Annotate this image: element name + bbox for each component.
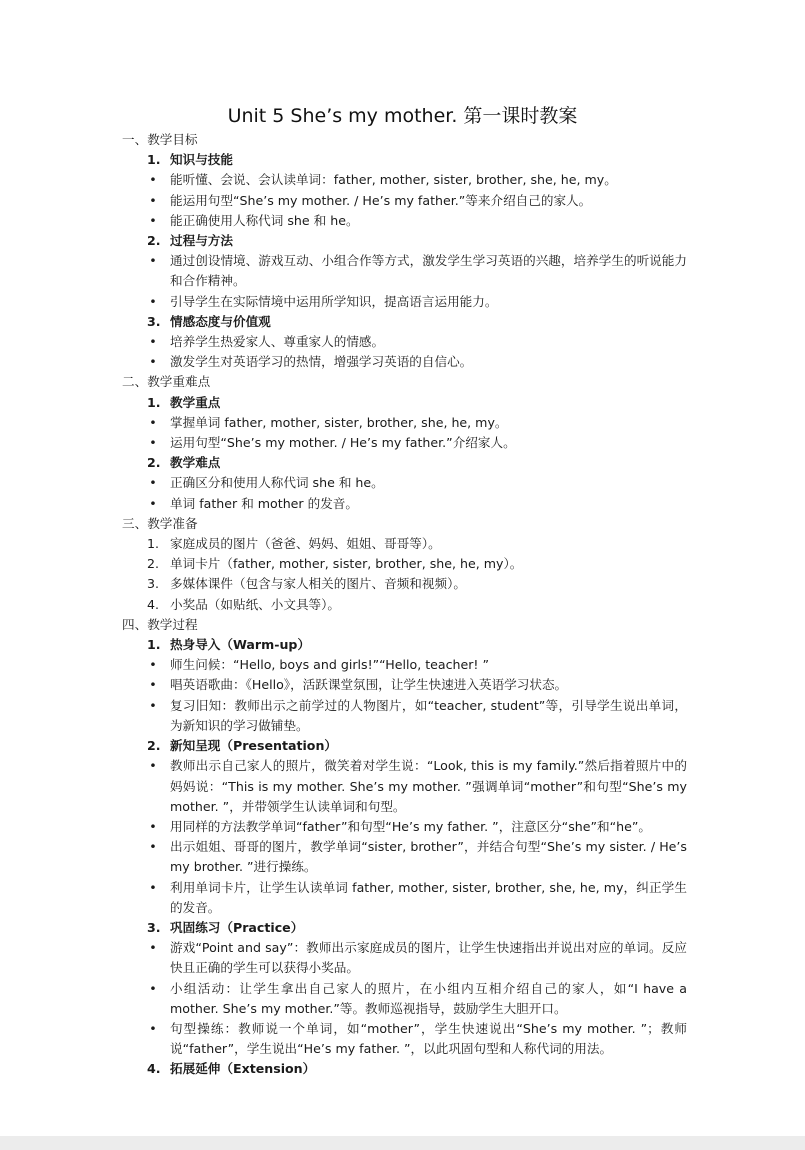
bullet-text: 游戏“Point and say”：教师出示家庭成员的图片，让学生快速指出并说出对应的单词。反应快且正确的学生可以获得小奖品。 (170, 940, 687, 976)
item-text: 多媒体课件（包含与家人相关的图片、音频和视频）。 (170, 576, 466, 592)
subheading (122, 150, 687, 170)
bullet-item (122, 494, 687, 514)
bullet-icon: • (149, 677, 157, 693)
item-number: 4. (147, 596, 160, 612)
bullet-icon: • (149, 475, 157, 491)
subheading-number: 1. (147, 394, 161, 410)
subheading (122, 231, 687, 251)
subheading (122, 1059, 687, 1079)
subheading-number: 1. (147, 637, 161, 653)
bullet-item (122, 251, 687, 291)
bullet-text: 利用单词卡片，让学生认读单词 father, mother, sister, brother, she, he, my，纠正学生的发音。 (170, 879, 687, 915)
item-number: 3. (147, 576, 160, 592)
subheading-label: 情感态度与价值观 (170, 313, 271, 329)
bullet-icon: • (149, 495, 157, 511)
bullet-item (122, 817, 687, 837)
bullet-item (122, 292, 687, 312)
bullet-item (122, 413, 687, 433)
bullet-text: 教师出示自己家人的照片，微笑着对学生说：“Look, this is my family.”然后指着照片中的妈妈说：“This is my mother. She’s my mother. ”强调单词“mother”和句型“She’s my mother. ”，并带领学生认读单词和句型。 (170, 758, 687, 814)
item-number: 1. (147, 536, 160, 552)
numbered-item (122, 574, 687, 594)
subheading-label: 教学重点 (170, 394, 221, 410)
bullet-text: 培养学生热爱家人、尊重家人的情感。 (170, 334, 385, 350)
bullet-icon: • (149, 839, 157, 855)
bullet-text: 用同样的方法教学单词“father”和句型“He’s my father. ”，注意区分“she”和“he”。 (170, 818, 651, 834)
bullet-icon: • (149, 293, 157, 309)
bullet-icon: • (149, 758, 157, 774)
bullet-item (122, 696, 687, 736)
item-text: 单词卡片（father, mother, sister, brother, she, he, my）。 (170, 556, 523, 572)
subheading (122, 453, 687, 473)
bullet-text: 唱英语歌曲：《Hello》，活跃课堂氛围，让学生快速进入英语学习状态。 (170, 677, 568, 693)
bullet-text: 能正确使用人称代词 she 和 he。 (170, 212, 359, 228)
bullet-icon: • (149, 879, 157, 895)
bullet-text: 单词 father 和 mother 的发音。 (170, 495, 358, 511)
bullet-text: 激发学生对英语学习的热情，增强学习英语的自信心。 (170, 354, 473, 370)
document-body (122, 130, 687, 1080)
bullet-text: 正确区分和使用人称代词 she 和 he。 (170, 475, 384, 491)
bullet-icon: • (149, 1020, 157, 1036)
bullet-text: 复习旧知：教师出示之前学过的人物图片，如“teacher, student”等，引导学生说出单词，为新知识的学习做铺垫。 (170, 697, 687, 733)
bullet-item (122, 878, 687, 918)
bullet-text: 句型操练：教师说一个单词，如“mother”，学生快速说出“She’s my mother. ”；教师说“father”，学生说出“He’s my father. ”，以此巩固句型和人称代词的用法。 (170, 1020, 687, 1057)
bullet-item (122, 170, 687, 190)
subheading-label: 拓展延伸（Extension） (170, 1061, 316, 1077)
page-title: Unit 5 She’s my mother. 第一课时教案 (227, 105, 578, 127)
bullet-icon: • (149, 354, 157, 370)
bullet-icon: • (149, 657, 157, 673)
bullet-icon: • (149, 334, 157, 350)
bullet-icon: • (149, 980, 157, 996)
subheading-number: 3. (147, 919, 161, 935)
bullet-item (122, 979, 687, 1019)
subheading (122, 635, 687, 655)
bullet-item (122, 433, 687, 453)
bullet-icon: • (149, 697, 157, 713)
bullet-icon: • (149, 192, 157, 208)
section-heading: 三、教学准备 (122, 515, 198, 531)
bullet-item (122, 938, 687, 978)
subheading (122, 312, 687, 332)
subheading (122, 918, 687, 938)
bullet-item (122, 332, 687, 352)
subheading-label: 过程与方法 (170, 233, 233, 249)
bullet-item (122, 1019, 687, 1059)
subheading-label: 巩固练习（Practice） (170, 919, 304, 935)
bullet-icon: • (149, 414, 157, 430)
bullet-text: 通过创设情境、游戏互动、小组合作等方式，激发学生学习英语的兴趣，培养学生的听说能力和合作精神。 (170, 253, 687, 289)
subheading-number: 2. (147, 738, 161, 754)
subheading-number: 4. (147, 1061, 161, 1077)
numbered-item (122, 595, 687, 615)
bullet-item (122, 352, 687, 372)
subheading-number: 1. (147, 152, 161, 168)
item-number: 2. (147, 556, 160, 572)
bullet-icon: • (149, 940, 157, 956)
subheading-label: 新知呈现（Presentation） (170, 738, 338, 754)
bullet-text: 掌握单词 father, mother, sister, brother, she, he, my。 (170, 414, 508, 430)
bullet-icon: • (149, 818, 157, 834)
subheading-number: 3. (147, 313, 161, 329)
bullet-icon: • (149, 172, 157, 188)
subheading-label: 教学难点 (170, 455, 221, 471)
bullet-text: 运用句型“She’s my mother. / He’s my father.”介绍家人。 (170, 435, 516, 451)
bullet-text: 小组活动：让学生拿出自己家人的照片，在小组内互相介绍自己的家人，如“I have a mother. She’s my mother.”等。教师巡视指导，鼓励学生大胆开口。 (170, 980, 687, 1016)
bullet-item (122, 473, 687, 493)
bullet-icon: • (149, 253, 157, 269)
item-text: 小奖品（如贴纸、小文具等）。 (170, 596, 341, 612)
bullet-item (122, 837, 687, 877)
bullet-icon: • (149, 435, 157, 451)
bullet-text: 能运用句型“She’s my mother. / He’s my father.”等来介绍自己的家人。 (170, 192, 592, 208)
bullet-item (122, 675, 687, 695)
subheading-label: 热身导入（Warm-up） (170, 637, 311, 653)
bullet-item (122, 191, 687, 211)
bullet-item (122, 756, 687, 817)
subheading (122, 393, 687, 413)
section-heading: 二、教学重难点 (122, 374, 211, 390)
bullet-item (122, 655, 687, 675)
section-heading: 一、教学目标 (122, 132, 198, 147)
numbered-item (122, 534, 687, 554)
subheading (122, 736, 687, 756)
bullet-item (122, 211, 687, 231)
subheading-label: 知识与技能 (170, 152, 233, 168)
bullet-text: 出示姐姐、哥哥的图片，教学单词“sister, brother”，并结合句型“She’s my sister. / He’s my brother. ”进行操练。 (170, 839, 687, 875)
bullet-text: 能听懂、会说、会认读单词：father, mother, sister, brother, she, he, my。 (170, 172, 617, 188)
subheading-number: 2. (147, 233, 161, 249)
numbered-item (122, 554, 687, 574)
item-text: 家庭成员的图片（爸爸、妈妈、姐姐、哥哥等）。 (170, 536, 441, 552)
bullet-text: 引导学生在实际情境中运用所学知识，提高语言运用能力。 (170, 293, 498, 309)
section-heading: 四、教学过程 (122, 616, 198, 632)
bullet-icon: • (149, 212, 157, 228)
subheading-number: 2. (147, 455, 161, 471)
bullet-text: 师生问候：“Hello, boys and girls!”“Hello, teacher! ” (170, 657, 490, 673)
